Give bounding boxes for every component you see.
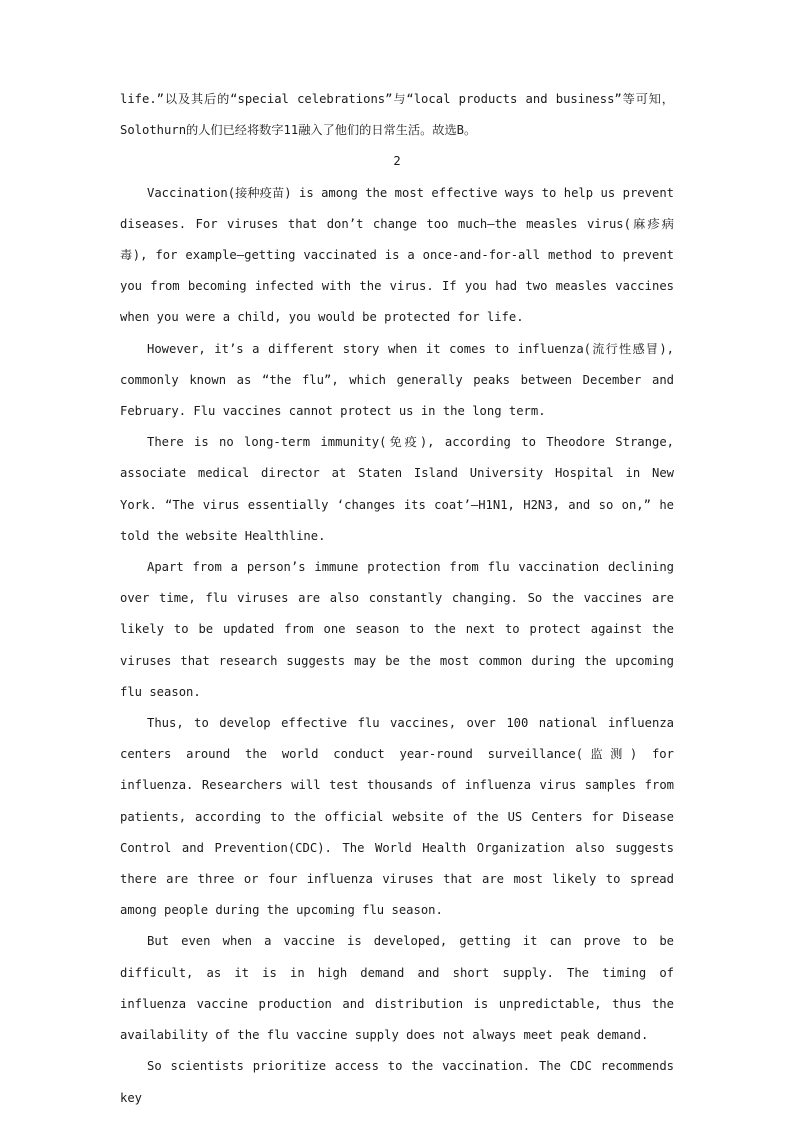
paragraph-immunity: There is no long-term immunity(免疫), according to Theodore Strange, associate medical director at Staten Island University Hospital in New York. “The virus essentially ‘changes its coat’—H1N1, H2N3, and so on,” he told the website Healthline. xyxy=(120,435,674,543)
paragraph-influenza: However, it’s a different story when it comes to influenza(流行性感冒), commonly known as “the flu”, which generally peaks between December and February. Flu vaccines cannot protect us in the long term. xyxy=(120,341,674,419)
paragraph-changing-viruses: Apart from a person’s immune protection from flu vaccination declining over time, flu viruses are also constantly changing. So the vaccines are likely to be updated from one season to the next to protect against the viruses that research suggests may be the most common during the upcoming flu season. xyxy=(120,560,674,699)
paragraph-vaccination: Vaccination(接种疫苗) is among the most effective ways to help us prevent diseases. For viruses that don’t change too much—the measles virus(麻疹病毒), for example—getting vaccinated is a once-and-for-all method to prevent you from becoming infected with the virus. If you had two measles vaccines when you were a child, you would be protected for life. xyxy=(120,185,674,325)
paragraph-supply: But even when a vaccine is developed, getting it can prove to be difficult, as it is in high demand and short supply. The timing of influenza vaccine production and distribution is unpredictable, thus the availability of the flu vaccine supply does not always meet peak demand. xyxy=(120,934,674,1043)
document-page xyxy=(120,84,674,1114)
paragraph-prioritize: So scientists prioritize access to the vaccination. The CDC recommends key xyxy=(120,1059,674,1105)
intro-paragraph: life.”以及其后的“special celebrations”与“local products and business”等可知，Solothurn的人们已经将数字11融入了他们的日常生活。故选B。 xyxy=(120,92,674,138)
section-number: 2 xyxy=(393,154,401,169)
paragraph-surveillance: Thus, to develop effective flu vaccines, over 100 national influenza centers around the world conduct year-round surveillance(监测) for influenza. Researchers will test thousands of influenza virus samples from patients, according to the official website of the US Centers for Disease Control and Prevention(CDC). The World Health Organization also suggests there are three or four influenza viruses that are most likely to spread among people during the upcoming flu season. xyxy=(120,716,674,918)
